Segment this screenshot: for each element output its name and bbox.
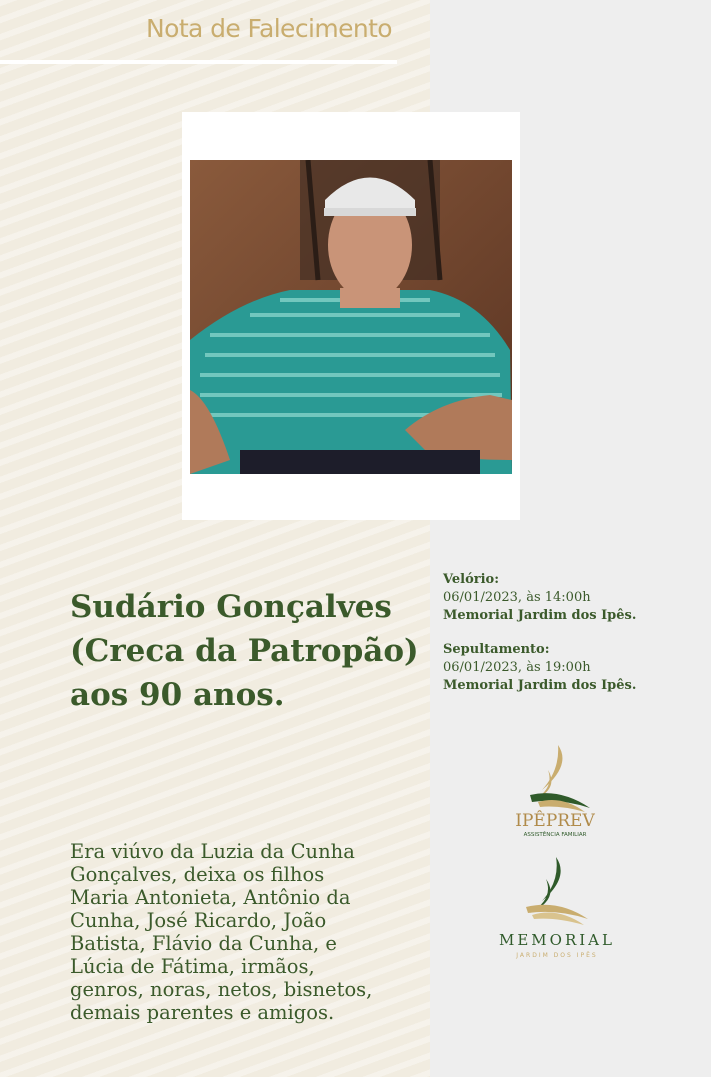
bio-line: Batista, Flávio da Cunha, e <box>70 932 337 955</box>
bio-line: Cunha, José Ricardo, João <box>70 909 327 932</box>
ipeprev-tagline: ASSISTÊNCIA FAMILIAR <box>523 832 587 838</box>
memorial-logo-graphic <box>490 855 625 965</box>
ipeprev-logo-graphic <box>500 740 610 840</box>
bio-line: Lúcia de Fátima, irmãos, <box>70 955 315 978</box>
bio-line: Gonçalves, deixa os filhos <box>70 863 325 886</box>
bio-line: demais parentes e amigos. <box>70 1001 335 1024</box>
wake-place: Memorial Jardim dos Ipês. <box>443 608 637 623</box>
burial-info <box>443 641 636 695</box>
name-line: aos 90 anos. <box>70 677 285 713</box>
bio-line: Era viúvo da Luzia da Cunha <box>70 840 355 863</box>
obituary-text <box>70 840 410 1024</box>
burial-datetime: 06/01/2023, às 19:00h <box>443 660 591 675</box>
portrait-photo <box>190 160 512 474</box>
bio-line: genros, noras, netos, bisnetos, <box>70 978 373 1001</box>
page-title: Nota de Falecimento <box>146 14 392 43</box>
portrait-illustration <box>190 160 512 474</box>
ipeprev-logo <box>500 740 610 840</box>
burial-place: Memorial Jardim dos Ipês. <box>443 678 637 693</box>
wake-info <box>443 571 636 625</box>
memorial-wordmark: MEMORIAL <box>499 931 615 949</box>
ipeprev-wordmark: IPÊPREV <box>515 811 595 831</box>
bio-line: Maria Antonieta, Antônio da <box>70 886 351 909</box>
memorial-logo <box>490 855 625 965</box>
photo-frame <box>182 112 520 520</box>
wake-datetime: 06/01/2023, às 14:00h <box>443 590 591 605</box>
memorial-tagline: JARDIM DOS IPÊS <box>516 952 598 959</box>
burial-label: Sepultamento: <box>443 642 550 657</box>
name-line: Sudário Gonçalves <box>70 589 392 625</box>
deceased-name <box>70 585 420 717</box>
name-line: (Creca da Patropão) <box>70 633 419 669</box>
title-underline <box>0 60 397 64</box>
wake-label: Velório: <box>443 572 500 587</box>
